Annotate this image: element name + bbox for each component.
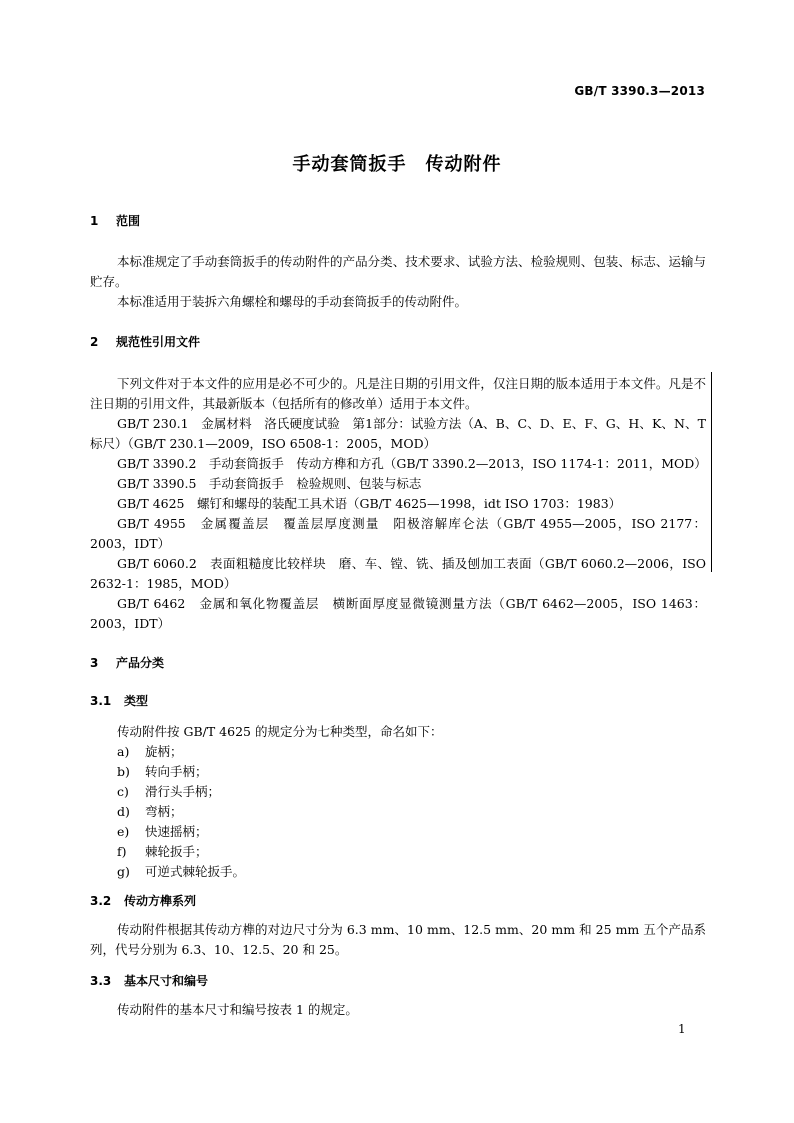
subsection-title: 类型: [124, 694, 149, 708]
section-number: 3: [90, 656, 99, 670]
list-marker: d): [117, 804, 130, 819]
dimensions-paragraph: 传动附件的基本尺寸和编号按表 1 的规定。: [117, 1002, 358, 1017]
scope-paragraph-2: 本标准适用于装拆六角螺栓和螺母的手动套筒扳手的传动附件。: [117, 294, 468, 309]
page-number: 1: [678, 1022, 686, 1036]
list-text: 棘轮扳手；: [145, 844, 208, 859]
change-bar: [711, 372, 712, 572]
reference-item: GB/T 4955 金属覆盖层 覆盖层厚度测量 阳极溶解库仑法（GB/T 4955—2005，ISO 2177：2003，IDT）: [90, 516, 706, 551]
section-title: 产品分类: [116, 656, 165, 670]
list-item: [117, 742, 183, 762]
list-text: 旋柄；: [145, 744, 183, 759]
subsection-3-2-heading: [90, 892, 196, 909]
reference-item: GB/T 230.1 金属材料 洛氏硬度试验 第1部分：试验方法（A、B、C、D、E、F、G、H、K、N、T 标尺）（GB/T 230.1—2009，ISO 6508-1：2005，MOD）: [90, 416, 706, 451]
list-text: 可逆式棘轮扳手。: [145, 864, 246, 879]
subsection-title: 传动方榫系列: [124, 894, 197, 908]
list-marker: b): [117, 764, 130, 779]
section-3-heading: [90, 654, 164, 671]
section-number: 1: [90, 214, 99, 228]
section-title: 范围: [116, 214, 141, 228]
list-item: [117, 822, 208, 842]
scope-paragraph-1: 本标准规定了手动套筒扳手的传动附件的产品分类、技术要求、试验方法、检验规则、包装、标志、运输与贮存。: [90, 254, 706, 289]
list-text: 快速摇柄；: [145, 824, 208, 839]
subsection-title: 基本尺寸和编号: [124, 974, 209, 988]
section-2-heading: [90, 333, 200, 350]
reference-item: GB/T 3390.2 手动套筒扳手 传动方榫和方孔（GB/T 3390.2—2013，ISO 1174-1：2011，MOD）: [117, 456, 707, 471]
section-number: 2: [90, 335, 99, 349]
subsection-number: 3.2: [90, 894, 112, 908]
list-text: 弯柄；: [145, 804, 183, 819]
reference-item: GB/T 3390.5 手动套筒扳手 检验规则、包装与标志: [117, 476, 422, 491]
list-marker: g): [117, 864, 130, 879]
reference-item: GB/T 6060.2 表面粗糙度比较样块 磨、车、镗、铣、插及刨加工表面（GB/T 6060.2—2006，ISO 2632-1：1985，MOD）: [90, 556, 706, 591]
drive-series-paragraph: 传动附件根据其传动方榫的对边尺寸分为 6.3 mm、10 mm、12.5 mm、20 mm 和 25 mm 五个产品系列，代号分别为 6.3、10、12.5、20 和 25。: [90, 922, 706, 957]
list-item: [117, 782, 220, 802]
list-marker: e): [117, 824, 130, 839]
list-item: [117, 802, 183, 822]
reference-item: GB/T 4625 螺钉和螺母的装配工具术语（GB/T 4625—1998，idt ISO 1703：1983）: [117, 496, 622, 511]
list-item: [117, 842, 208, 862]
list-marker: c): [117, 784, 129, 799]
standard-code: GB/T 3390.3—2013: [574, 84, 705, 98]
subsection-3-1-heading: [90, 692, 148, 709]
list-marker: f): [117, 844, 127, 859]
section-1-heading: [90, 212, 140, 229]
document-title: 手动套筒扳手 传动附件: [292, 154, 502, 175]
list-text: 滑行头手柄；: [145, 784, 221, 799]
normative-references: [90, 374, 706, 634]
types-intro: 传动附件按 GB/T 4625 的规定分为七种类型，命名如下：: [117, 724, 443, 739]
reference-item: GB/T 6462 金属和氧化物覆盖层 横断面厚度显微镜测量方法（GB/T 6462—2005，ISO 1463：2003，IDT）: [90, 596, 706, 631]
subsection-number: 3.1: [90, 694, 112, 708]
list-item: [117, 862, 245, 882]
list-text: 转向手柄；: [145, 764, 208, 779]
list-item: [117, 762, 208, 782]
section-title: 规范性引用文件: [116, 335, 201, 349]
subsection-number: 3.3: [90, 974, 112, 988]
subsection-3-3-heading: [90, 972, 208, 989]
list-marker: a): [117, 744, 130, 759]
references-intro: 下列文件对于本文件的应用是必不可少的。凡是注日期的引用文件，仅注日期的版本适用于本文件。凡是不注日期的引用文件，其最新版本（包括所有的修改单）适用于本文件。: [90, 376, 706, 411]
